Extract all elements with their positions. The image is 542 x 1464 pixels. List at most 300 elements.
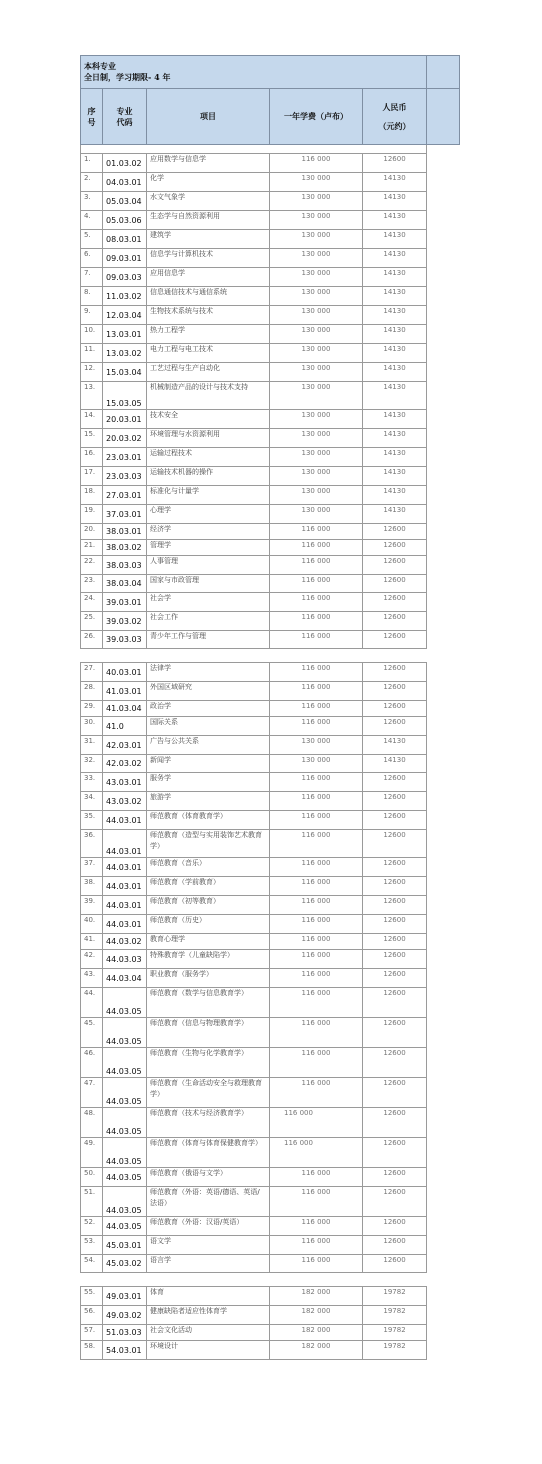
table-row [81,1108,460,1138]
fee-rmb: 14130 [363,429,427,448]
row-index: 33. [81,773,103,792]
row-index: 51. [81,1187,103,1217]
program-code: 20.03.01 [103,410,147,429]
program-name: 师范教育（技术与经济教育学） [147,1108,270,1138]
program-name: 标准化与计量学 [147,486,270,505]
table-row [81,631,460,649]
program-code: 44.03.01 [103,915,147,934]
row-index: 23. [81,575,103,593]
row-index: 49. [81,1138,103,1168]
fee-rmb: 12600 [363,524,427,540]
table-row [81,268,460,287]
annual-fee-rub: 130 000 [270,344,363,363]
empty-cell [427,575,460,593]
program-name: 师范教育（俄语与文学） [147,1168,270,1187]
row-index: 16. [81,448,103,467]
program-code: 27.03.01 [103,486,147,505]
annual-fee-rub: 130 000 [270,382,363,410]
title-line-2: 全日制，学习期限- 4 年 [84,72,171,82]
fee-rmb: 12600 [363,1255,427,1273]
program-name: 外国区域研究 [147,682,270,701]
program-name: 国际关系 [147,717,270,736]
annual-fee-rub: 130 000 [270,306,363,325]
spacer-row [81,145,427,154]
col-index-line-1: 序 [87,105,96,116]
annual-fee-rub: 116 000 [270,934,363,950]
empty-cell [427,1325,460,1341]
table-row [81,1138,460,1168]
table-row [81,773,460,792]
program-name: 环境设计 [147,1341,270,1360]
row-index: 25. [81,612,103,631]
row-index: 8. [81,287,103,306]
annual-fee-rub: 116 000 [270,1168,363,1187]
fee-rmb: 14130 [363,211,427,230]
program-name: 广告与公共关系 [147,736,270,755]
fee-rmb: 12600 [363,792,427,811]
program-name: 青少年工作与管理 [147,631,270,649]
table-row [81,1048,460,1078]
annual-fee-rub: 116 000 [270,1018,363,1048]
empty-cell [427,877,460,896]
fee-rmb: 14130 [363,192,427,211]
program-code: 44.03.05 [103,988,147,1018]
program-name: 师范教育（信息与物理教育学） [147,1018,270,1048]
annual-fee-rub: 116 000 [270,593,363,612]
fee-rmb: 14130 [363,249,427,268]
program-name: 师范教育（历史） [147,915,270,934]
empty-cell [427,1018,460,1048]
annual-fee-rub: 130 000 [270,268,363,287]
row-index: 42. [81,950,103,969]
fee-rmb: 12600 [363,540,427,556]
program-name: 信息学与计算机技术 [147,249,270,268]
program-code: 45.03.01 [103,1236,147,1255]
fee-rmb: 12600 [363,556,427,575]
empty-cell [427,1078,460,1108]
program-code: 49.03.02 [103,1306,147,1325]
table-row [81,211,460,230]
table-row [81,792,460,811]
fee-rmb: 12600 [363,1108,427,1138]
annual-fee-rub: 116 000 [270,792,363,811]
annual-fee-rub: 130 000 [270,173,363,192]
annual-fee-rub: 116 000 [270,1108,363,1138]
empty-cell [427,230,460,249]
table-row [81,173,460,192]
col-rmb-header [363,89,427,145]
empty-cell [427,1168,460,1187]
table-row [81,575,460,593]
empty-cell [427,631,460,649]
program-name: 社会工作 [147,612,270,631]
empty-cell [427,325,460,344]
table-row [81,382,460,410]
program-code: 37.03.01 [103,505,147,524]
table-row [81,363,460,382]
program-name: 社会学 [147,593,270,612]
table-row [81,325,460,344]
fee-rmb: 14130 [363,287,427,306]
table-row [81,486,460,505]
empty-cell [427,1108,460,1138]
row-index: 19. [81,505,103,524]
annual-fee-rub: 116 000 [270,896,363,915]
annual-fee-rub: 116 000 [270,717,363,736]
fee-rmb: 19782 [363,1306,427,1325]
program-name: 师范教育（体育与体育保健教育学） [147,1138,270,1168]
col-code-header [103,89,147,145]
empty-cell [427,1048,460,1078]
table-title-cell [81,56,427,89]
row-index: 52. [81,1217,103,1236]
program-name: 社会文化活动 [147,1325,270,1341]
program-code: 41.03.01 [103,682,147,701]
row-index: 56. [81,1306,103,1325]
annual-fee-rub: 116 000 [270,950,363,969]
row-index: 46. [81,1048,103,1078]
tuition-table [80,55,460,1360]
fee-rmb: 12600 [363,593,427,612]
table-row [81,663,460,682]
table-row [81,1078,460,1108]
fee-rmb: 12600 [363,969,427,988]
empty-cell [427,988,460,1018]
col-index-line-2: 号 [87,116,96,127]
table-row [81,736,460,755]
fee-rmb: 12600 [363,1236,427,1255]
annual-fee-rub: 116 000 [270,540,363,556]
table-row [81,540,460,556]
fee-rmb: 12600 [363,717,427,736]
fee-rmb: 12600 [363,575,427,593]
fee-rmb: 12600 [363,1078,427,1108]
annual-fee-rub: 116 000 [270,811,363,830]
fee-rmb: 14130 [363,306,427,325]
program-name: 师范教育（外语：英语/德语、英语/法语） [147,1187,270,1217]
annual-fee-rub: 116 000 [270,877,363,896]
annual-fee-rub: 116 000 [270,1048,363,1078]
table-row [81,1217,460,1236]
annual-fee-rub: 182 000 [270,1287,363,1306]
col-code-line-2: 代码 [116,116,133,127]
fee-rmb: 12600 [363,612,427,631]
row-index: 29. [81,701,103,717]
program-name: 化学 [147,173,270,192]
annual-fee-rub: 130 000 [270,736,363,755]
fee-rmb: 14130 [363,486,427,505]
program-name: 师范教育（音乐） [147,858,270,877]
program-code: 05.03.04 [103,192,147,211]
annual-fee-rub: 130 000 [270,325,363,344]
row-index: 47. [81,1078,103,1108]
empty-cell [427,145,460,154]
program-code: 54.03.01 [103,1341,147,1360]
empty-cell [427,896,460,915]
row-index: 44. [81,988,103,1018]
program-code: 13.03.02 [103,344,147,363]
row-index: 55. [81,1287,103,1306]
fee-rmb: 19782 [363,1325,427,1341]
row-index: 10. [81,325,103,344]
empty-cell [427,830,460,858]
empty-cell [427,1138,460,1168]
program-code: 44.03.02 [103,934,147,950]
empty-cell [427,858,460,877]
empty-cell [427,1236,460,1255]
annual-fee-rub: 116 000 [270,915,363,934]
empty-cell [427,612,460,631]
row-index: 57. [81,1325,103,1341]
annual-fee-rub: 130 000 [270,505,363,524]
program-code: 05.03.06 [103,211,147,230]
program-name: 师范教育（生命活动安全与救理教育学） [147,1078,270,1108]
annual-fee-rub: 130 000 [270,211,363,230]
program-name: 健康缺陷者适应性体育学 [147,1306,270,1325]
table-row [81,344,460,363]
table-row [81,682,460,701]
empty-cell [427,950,460,969]
program-code: 39.03.01 [103,593,147,612]
program-code: 51.03.03 [103,1325,147,1341]
program-code: 41.03.04 [103,701,147,717]
table-row [81,858,460,877]
row-index: 4. [81,211,103,230]
program-code: 15.03.04 [103,363,147,382]
program-code: 44.03.04 [103,969,147,988]
program-name: 服务学 [147,773,270,792]
program-name: 师范教育（生物与化学教育学） [147,1048,270,1078]
empty-cell [427,1217,460,1236]
table-row [81,1306,460,1325]
fee-rmb: 12600 [363,950,427,969]
annual-fee-rub: 116 000 [270,1078,363,1108]
fee-rmb: 19782 [363,1287,427,1306]
row-index: 26. [81,631,103,649]
fee-rmb: 14130 [363,448,427,467]
row-index: 58. [81,1341,103,1360]
empty-cell [427,154,460,173]
row-index: 32. [81,755,103,773]
empty-cell [427,934,460,950]
row-index: 2. [81,173,103,192]
program-code: 23.03.01 [103,448,147,467]
col-code-line-1: 专业 [116,105,133,116]
program-name: 语言学 [147,1255,270,1273]
table-row [81,1236,460,1255]
program-name: 师范教育（造型与实用装饰艺术教育学） [147,830,270,858]
table-row [81,877,460,896]
empty-cell [427,773,460,792]
fee-rmb: 12600 [363,1187,427,1217]
row-index: 43. [81,969,103,988]
table-row [81,467,460,486]
empty-cell [427,448,460,467]
title-line-1: 本科专业 [84,61,116,71]
empty-cell [427,410,460,429]
row-index: 20. [81,524,103,540]
row-index: 11. [81,344,103,363]
empty-cell [427,249,460,268]
row-index: 6. [81,249,103,268]
table-row [81,505,460,524]
program-name: 运输技术机器的操作 [147,467,270,486]
annual-fee-rub: 182 000 [270,1325,363,1341]
program-code: 38.03.04 [103,575,147,593]
program-name: 师范教育（初等教育） [147,896,270,915]
row-index: 12. [81,363,103,382]
table-row [81,896,460,915]
fee-rmb: 12600 [363,915,427,934]
program-code: 40.03.01 [103,663,147,682]
section-gap-row [81,1273,460,1287]
program-code: 44.03.05 [103,1168,147,1187]
fee-rmb: 12600 [363,811,427,830]
program-name: 政治学 [147,701,270,717]
program-code: 43.03.01 [103,773,147,792]
fee-rmb: 14130 [363,505,427,524]
section-gap-row [81,649,460,663]
table-row [81,410,460,429]
empty-cell [427,915,460,934]
program-code: 44.03.05 [103,1138,147,1168]
program-name: 机械制造产品的设计与技术支持 [147,382,270,410]
row-index: 30. [81,717,103,736]
annual-fee-rub: 116 000 [270,682,363,701]
program-code: 43.03.02 [103,792,147,811]
program-code: 44.03.05 [103,1018,147,1048]
empty-cell [427,1287,460,1306]
fee-rmb: 14130 [363,344,427,363]
row-index: 38. [81,877,103,896]
empty-cell [427,524,460,540]
program-code: 38.03.01 [103,524,147,540]
program-name: 师范教育（数学与信息教育学） [147,988,270,1018]
table-row [81,448,460,467]
gap-cell [81,1273,460,1287]
fee-rmb: 14130 [363,173,427,192]
program-name: 水文气象学 [147,192,270,211]
annual-fee-rub: 130 000 [270,287,363,306]
program-code: 38.03.02 [103,540,147,556]
row-index: 24. [81,593,103,612]
program-code: 44.03.01 [103,858,147,877]
annual-fee-rub: 116 000 [270,1138,363,1168]
annual-fee-rub: 116 000 [270,575,363,593]
table-row [81,287,460,306]
program-code: 12.03.04 [103,306,147,325]
program-name: 信息通信技术与通信系统 [147,287,270,306]
row-index: 1. [81,154,103,173]
program-name: 运输过程技术 [147,448,270,467]
table-row [81,988,460,1018]
program-code: 04.03.01 [103,173,147,192]
fee-rmb: 14130 [363,325,427,344]
table-row [81,429,460,448]
program-name: 应用信息学 [147,268,270,287]
annual-fee-rub: 130 000 [270,192,363,211]
annual-fee-rub: 116 000 [270,663,363,682]
empty-cell [427,540,460,556]
program-code: 45.03.02 [103,1255,147,1273]
empty-cell [427,429,460,448]
program-code: 44.03.05 [103,1187,147,1217]
empty-cell [427,192,460,211]
fee-rmb: 12600 [363,896,427,915]
table-row [81,969,460,988]
gap-cell [81,649,460,663]
program-code: 44.03.05 [103,1048,147,1078]
annual-fee-rub: 116 000 [270,701,363,717]
program-name: 体育 [147,1287,270,1306]
table-row [81,934,460,950]
table-row [81,1287,460,1306]
program-code: 42.03.01 [103,736,147,755]
row-index: 54. [81,1255,103,1273]
table-row [81,306,460,325]
empty-cell [427,287,460,306]
program-name: 职业教育（服务学） [147,969,270,988]
program-code: 44.03.01 [103,877,147,896]
col-index-header [81,89,103,145]
table-row [81,154,460,173]
fee-rmb: 12600 [363,830,427,858]
row-index: 39. [81,896,103,915]
annual-fee-rub: 182 000 [270,1341,363,1360]
fee-rmb: 12600 [363,1217,427,1236]
program-code: 13.03.01 [103,325,147,344]
empty-cell [427,306,460,325]
annual-fee-rub: 116 000 [270,773,363,792]
col-fee-header: 一年学费（卢布） [270,89,363,145]
fee-rmb: 12600 [363,934,427,950]
empty-cell [427,211,460,230]
fee-rmb: 12600 [363,773,427,792]
annual-fee-rub: 182 000 [270,1306,363,1325]
empty-header-cell [427,56,460,89]
empty-cell [427,663,460,682]
fee-rmb: 12600 [363,701,427,717]
table-row [81,1018,460,1048]
table-row [81,612,460,631]
program-name: 热力工程学 [147,325,270,344]
row-index: 9. [81,306,103,325]
table-row [81,1341,460,1360]
program-code: 42.03.02 [103,755,147,773]
annual-fee-rub: 116 000 [270,1217,363,1236]
empty-cell [427,593,460,612]
annual-fee-rub: 130 000 [270,755,363,773]
col-rmb-line-2: （元约） [378,120,411,131]
fee-rmb: 12600 [363,1138,427,1168]
table-row [81,950,460,969]
fee-rmb: 14130 [363,755,427,773]
program-name: 教育心理学 [147,934,270,950]
program-name: 人事管理 [147,556,270,575]
row-index: 17. [81,467,103,486]
fee-rmb: 12600 [363,631,427,649]
table-row [81,915,460,934]
table-row [81,1255,460,1273]
annual-fee-rub: 116 000 [270,524,363,540]
fee-rmb: 12600 [363,1168,427,1187]
program-code: 20.03.02 [103,429,147,448]
empty-cell [427,486,460,505]
empty-cell [427,811,460,830]
program-name: 经济学 [147,524,270,540]
annual-fee-rub: 116 000 [270,612,363,631]
table-row [81,830,460,858]
